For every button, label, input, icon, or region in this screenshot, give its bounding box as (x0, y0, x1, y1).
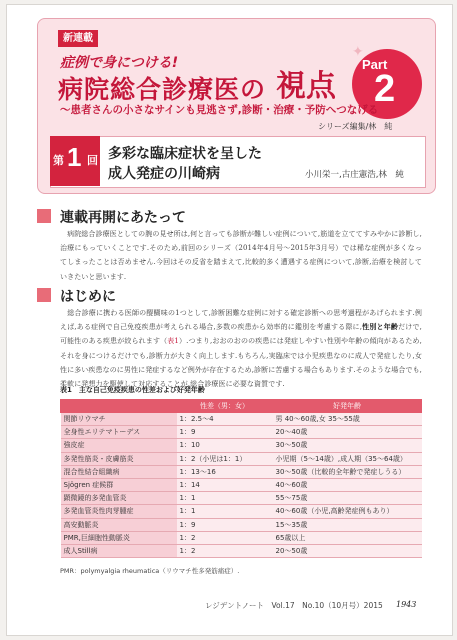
autoimmune-table (60, 399, 422, 558)
series-subtitle-bottom: 〜患者さんの小さなサインも見逃さず,診断・治療・予防へつなげる (60, 104, 379, 116)
series-subtitle-top: 症例で身につける! (60, 55, 179, 71)
table-row (61, 518, 422, 531)
table-cell: 55〜75歳 (273, 492, 422, 505)
table-cell: 関節リウマチ (61, 413, 177, 426)
table-cell: 1：10 (177, 439, 273, 452)
section-marker (37, 209, 51, 223)
table-cell: 多発性筋炎・皮膚筋炎 (61, 452, 177, 465)
table-cell: 多発血管炎性肉芽腫症 (61, 505, 177, 518)
sparkle-icon: ✦ (352, 44, 364, 60)
table-cell: 顕微鏡的多発血管炎 (61, 492, 177, 505)
table-cell: 1：2 (177, 531, 273, 544)
series-badge: 新連載 (58, 30, 98, 47)
table-cell: 強皮症 (61, 439, 177, 452)
table-cell: Sjögren 症候群 (61, 478, 177, 491)
table-cell: 高安動脈炎 (61, 518, 177, 531)
table-row (61, 544, 422, 557)
table-cell: 1：2.5〜4 (177, 413, 273, 426)
table-cell: 15〜35歳 (273, 518, 422, 531)
table-cell: 20〜40歳 (273, 426, 422, 439)
page-number: 1943 (396, 600, 417, 609)
episode-authors: 小川栄一,古庄憲浩,林 純 (305, 170, 404, 180)
episode-title-line1: 多彩な臨床症状を呈した (108, 146, 262, 162)
table-row (61, 478, 422, 491)
intro-paragraph (60, 306, 422, 391)
table-cell: 30〜50歳 (273, 439, 422, 452)
table-row (61, 492, 422, 505)
part-label: Part (362, 57, 388, 72)
table-cell: 1：14 (177, 478, 273, 491)
table-row (61, 426, 422, 439)
episode-number: 1 (67, 142, 82, 172)
table-reference-link[interactable]: 表1 (167, 337, 179, 346)
table-cell: 小児期（5〜14歳）,成人期（35〜64歳） (273, 452, 422, 465)
table-cell: 1：1 (177, 492, 273, 505)
table-cell: 男 40〜60歳,女 35〜55歳 (273, 413, 422, 426)
table-row (61, 413, 422, 426)
table-row (61, 531, 422, 544)
table-cell: 20〜50歳 (273, 544, 422, 557)
table-row (61, 465, 422, 478)
table-cell: 1：1 (177, 505, 273, 518)
table-cell: 1：13〜16 (177, 465, 273, 478)
table-note: PMR：polymyalgia rheumatica（リウマチ性多発筋痛症）. (60, 567, 240, 575)
episode-title-line2: 成人発症の川崎病 (108, 166, 220, 182)
intro-text-c: ）.つまり,おおのおのの疾患には発症しやすい性別や年齢の傾向があるため,それを身につけるだけでも,診断力が大きく向上します.もちろん,実臨床では小児疾患なのに成人で発症したり,女性に多い疾患なのに男性に発症するなど例外が存在するため,診断に苦慮する場合もあります.そのような場合でも,柔軟に発想力を駆使して対応することが,総合診療医に必要な資質です. (60, 337, 423, 389)
table-header-sex-ratio: 性差（男：女） (177, 400, 273, 413)
series-editor: シリーズ編集/林 純 (318, 122, 393, 131)
table-cell: 1：9 (177, 426, 273, 439)
table-cell: 全身性エリテマトーデス (61, 426, 177, 439)
table-cell: 30〜50歳（比較的全年齢で発症しうる） (273, 465, 422, 478)
section-title-resume: 連載再開にあたって (60, 210, 186, 226)
section-title-intro: はじめに (60, 289, 116, 305)
series-title: 病院総合診療医の (58, 75, 267, 104)
footer-journal: レジデントノート Vol.17 No.10（10月号）2015 (205, 601, 383, 610)
table-row (61, 452, 422, 465)
series-title-emphasis: 視点 (276, 69, 336, 104)
table-cell: 65歳以上 (273, 531, 422, 544)
table-header-disease (61, 400, 177, 413)
episode-kai: 回 (87, 154, 98, 167)
table-cell: 1：2 (177, 544, 273, 557)
table-row (61, 439, 422, 452)
table-row (61, 505, 422, 518)
table-cell: 成人Still病 (61, 544, 177, 557)
intro-bold: 性別と年齢 (362, 322, 399, 332)
part-number: 2 (374, 68, 396, 110)
table-caption: 表1 主な自己免疫疾患の性差および好発年齢 (60, 386, 205, 394)
resume-paragraph: 病院総合診療医としての腕の見せ所は,何と言っても診断が難しい症例について,筋道を立ててすみやかに診断し,治療にもっていくことです.そのため,前回のシリーズ（2014年4月号〜2015年3月号）では稀な症例が多くなってしまったことは否めません.今回はその反省を踏まえて,比較的多く遭遇する症例について,診断,治療を検討していきたいと思います. (60, 230, 422, 281)
section-marker (37, 288, 51, 302)
table-header-onset-age: 好発年齢 (273, 400, 422, 413)
table-cell: PMR,巨細胞性動脈炎 (61, 531, 177, 544)
table-cell: 40〜60歳（小児,高齢発症例もあり） (273, 505, 422, 518)
intro-text-a: 総合診療に携わる医師の醍醐味の1つとして,診断困難な症例に対する確定診断への思考過程があげられます.例えば,ある症例で自己免疫疾患が考えられる場合,多数の疾患から効率的に鑑別を考慮する際に, (60, 309, 422, 332)
episode-number-badge (50, 136, 100, 186)
intro-text-b: だけで,可能性のある疾患が絞られます（ (60, 323, 423, 346)
table-cell: 1：2（小児は1：1） (177, 452, 273, 465)
table-cell: 混合性結合組織病 (61, 465, 177, 478)
table-cell: 1：9 (177, 518, 273, 531)
table-cell: 40〜60歳 (273, 478, 422, 491)
episode-dai: 第 (53, 154, 64, 167)
